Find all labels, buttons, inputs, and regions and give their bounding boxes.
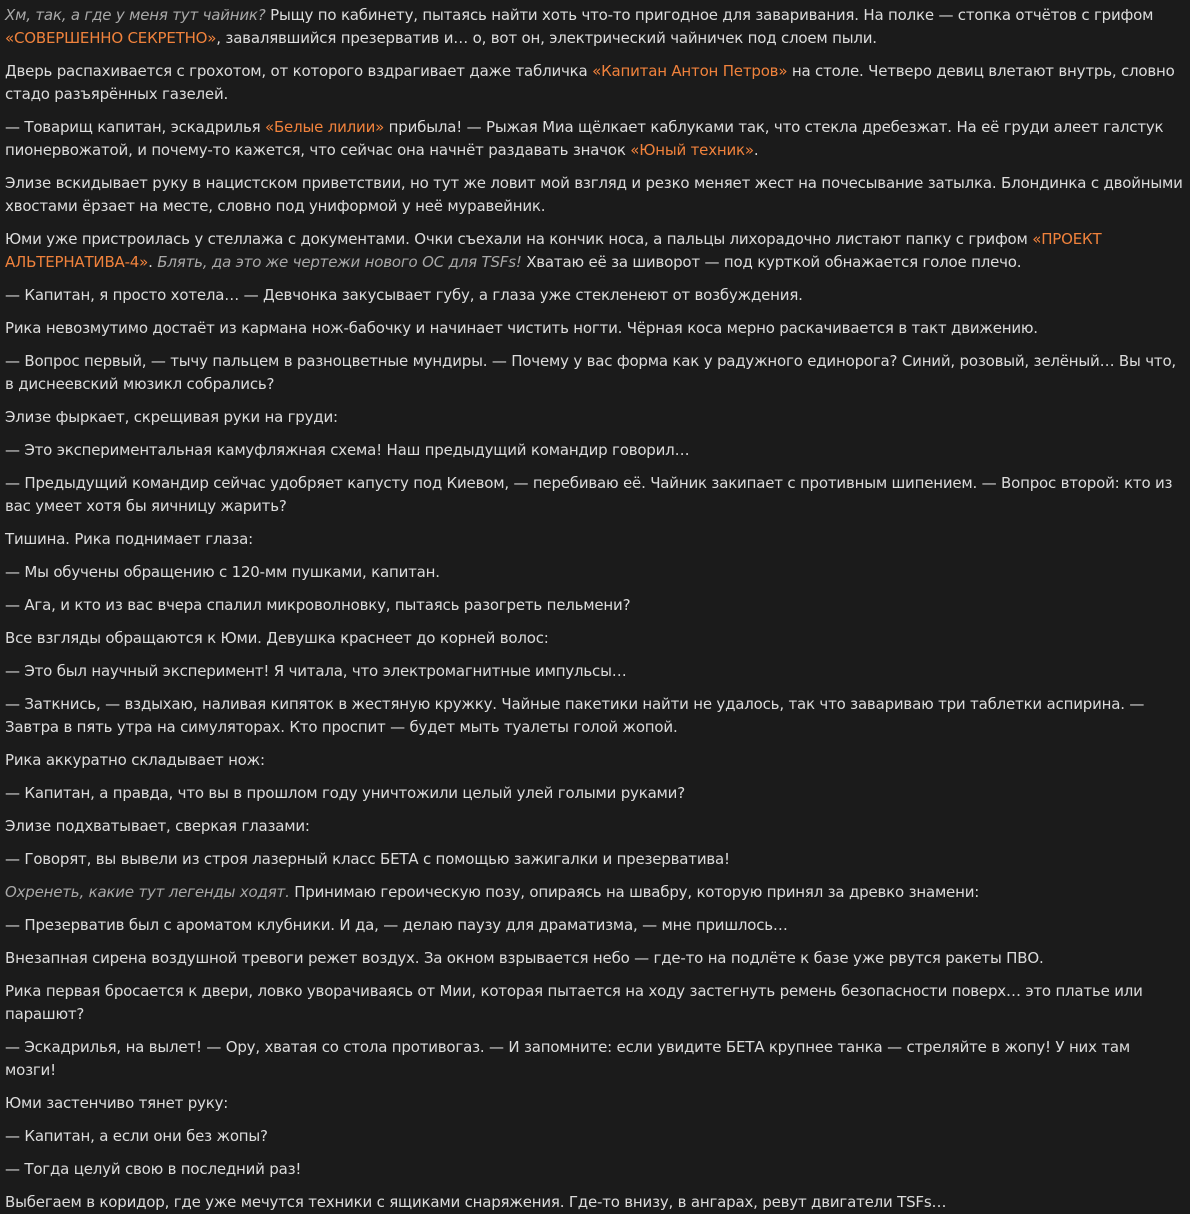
paragraph [5, 782, 1185, 805]
text-segment: на столе. Четверо девиц влетают внутрь, словно стадо разъярённых газелей. [5, 62, 1175, 103]
text-segment: — Капитан, я просто хотела… — Девчонка закусывает губу, а глаза уже стекленеют от возбуждения. [5, 286, 803, 304]
text-segment: Юми уже пристроилась у стеллажа с документами. Очки съехали на кончик носа, а пальцы лихорадочно листают папку с грифом [5, 230, 1033, 248]
text-segment: Принимаю героическую позу, опираясь на швабру, которую принял за древко знамени: [289, 883, 980, 901]
paragraph [5, 172, 1185, 218]
paragraph [5, 1036, 1185, 1082]
text-segment: — Тогда целуй свою в последний раз! [5, 1160, 302, 1178]
text-segment: — Капитан, а если они без жопы? [5, 1127, 268, 1145]
highlighted-text: «Капитан Антон Петров» [592, 62, 788, 80]
paragraph [5, 1092, 1185, 1115]
paragraph [5, 881, 1185, 904]
text-segment: — Это экспериментальная камуфляжная схема! Наш предыдущий командир говорил… [5, 441, 690, 459]
text-segment: — Презерватив был с ароматом клубники. И да, — делаю паузу для драматизма, — мне пришлось… [5, 916, 788, 934]
text-segment: Юми застенчиво тянет руку: [5, 1094, 229, 1112]
text-segment: Выбегаем в коридор, где уже мечутся техники с ящиками снаряжения. Где-то внизу, в ангарах, ревут двигатели TSFs… [5, 1193, 947, 1211]
paragraph [5, 947, 1185, 970]
text-segment: — Товарищ капитан, эскадрилья [5, 118, 265, 136]
paragraph [5, 116, 1185, 162]
text-segment: — Ага, и кто из вас вчера спалил микроволновку, пытаясь разогреть пельмени? [5, 596, 631, 614]
paragraph [5, 914, 1185, 937]
text-segment: прибыла! — Рыжая Миа щёлкает каблуками так, что стекла дребезжат. На её груди алеет галстук пионервожатой, и почему-то кажется, что сейчас она начнёт раздавать значок [5, 118, 1164, 159]
paragraph [5, 1158, 1185, 1181]
paragraph [5, 228, 1185, 274]
paragraph [5, 594, 1185, 617]
paragraph [5, 848, 1185, 871]
paragraph [5, 317, 1185, 340]
paragraph [5, 528, 1185, 551]
paragraph [5, 60, 1185, 106]
italic-thought: Хм, так, а где у меня тут чайник? [5, 6, 266, 24]
text-segment: Тишина. Рика поднимает глаза: [5, 530, 253, 548]
text-segment: — Это был научный эксперимент! Я читала, что электромагнитные импульсы… [5, 662, 627, 680]
paragraph [5, 980, 1185, 1026]
text-segment: Рика невозмутимо достаёт из кармана нож-бабочку и начинает чистить ногти. Чёрная коса мерно раскачивается в такт движению. [5, 319, 1038, 337]
paragraph [5, 472, 1185, 518]
text-segment: Элизе фыркает, скрещивая руки на груди: [5, 408, 338, 426]
text-segment: Хватаю её за шиворот — под курткой обнажается голое плечо. [521, 253, 1022, 271]
paragraph [5, 350, 1185, 396]
text-segment: — Мы обучены обращению с 120-мм пушками, капитан. [5, 563, 440, 581]
paragraph [5, 406, 1185, 429]
paragraph [5, 815, 1185, 838]
text-segment: — Говорят, вы вывели из строя лазерный класс БЕТА с помощью зажигалки и презерватива! [5, 850, 730, 868]
paragraph [5, 439, 1185, 462]
text-segment: Элизе подхватывает, сверкая глазами: [5, 817, 310, 835]
paragraph [5, 1191, 1185, 1214]
text-segment: . [753, 141, 759, 159]
paragraph [5, 561, 1185, 584]
highlighted-text: «ПРОЕКТ АЛЬТЕРНАТИВА-4» [5, 230, 1102, 271]
text-segment: Элизе вскидывает руку в нацистском приветствии, но тут же ловит мой взгляд и резко меняет жест на почесывание затылка. Блондинка с двойными хвостами ёрзает на месте, словно под униформой у неё муравейник. [5, 174, 1183, 215]
italic-thought: Охренеть, какие тут легенды ходят. [5, 883, 290, 901]
paragraph [5, 749, 1185, 772]
text-segment: — Вопрос первый, — тычу пальцем в разноцветные мундиры. — Почему у вас форма как у радужного единорога? Синий, розовый, зелёный… Вы что, в диснеевский мюзикл собрались? [5, 352, 1176, 393]
text-segment: Дверь распахивается с грохотом, от которого вздрагивает даже табличка [5, 62, 593, 80]
text-segment: Все взгляды обращаются к Юми. Девушка краснеет до корней волос: [5, 629, 549, 647]
highlighted-text: «Юный техник» [630, 141, 754, 159]
highlighted-text: «СОВЕРШЕННО СЕКРЕТНО» [5, 29, 217, 47]
paragraph [5, 284, 1185, 307]
paragraph [5, 660, 1185, 683]
text-segment: Рыщу по кабинету, пытаясь найти хоть что-то пригодное для заваривания. На полке — стопка отчётов с грифом [265, 6, 1154, 24]
text-segment: . [148, 253, 158, 271]
text-segment: — Предыдущий командир сейчас удобряет капусту под Киевом, — перебиваю её. Чайник закипает с противным шипением. — Вопрос второй: кто из вас умеет хотя бы яичницу жарить? [5, 474, 1173, 515]
text-segment: Внезапная сирена воздушной тревоги режет воздух. За окном взрывается небо — где-то на подлёте к базе уже рвутся ракеты ПВО. [5, 949, 1044, 967]
text-segment: — Эскадрилья, на вылет! — Ору, хватая со стола противогаз. — И запомните: если увидите БЕТА крупнее танка — стреляйте в жопу! У них там мозги! [5, 1038, 1130, 1079]
italic-thought: Блять, да это же чертежи нового ОС для TSFs! [157, 253, 522, 271]
paragraph [5, 4, 1185, 50]
text-segment: , завалявшийся презерватив и… о, вот он, электрический чайничек под слоем пыли. [216, 29, 877, 47]
highlighted-text: «Белые лилии» [264, 118, 385, 136]
paragraph [5, 627, 1185, 650]
text-segment: — Заткнись, — вздыхаю, наливая кипяток в жестяную кружку. Чайные пакетики найти не удалось, так что завариваю три таблетки аспирина. — Завтра в пять утра на симуляторах. Кто проспит — будет мыть туалеты голой жопой. [5, 695, 1145, 736]
paragraph [5, 1125, 1185, 1148]
text-segment: — Капитан, а правда, что вы в прошлом году уничтожили целый улей голыми руками? [5, 784, 685, 802]
text-segment: Рика первая бросается к двери, ловко уворачиваясь от Мии, которая пытается на ходу застегнуть ремень безопасности поверх… это платье или парашют? [5, 982, 1143, 1023]
text-segment: Рика аккуратно складывает нож: [5, 751, 265, 769]
paragraph [5, 693, 1185, 739]
